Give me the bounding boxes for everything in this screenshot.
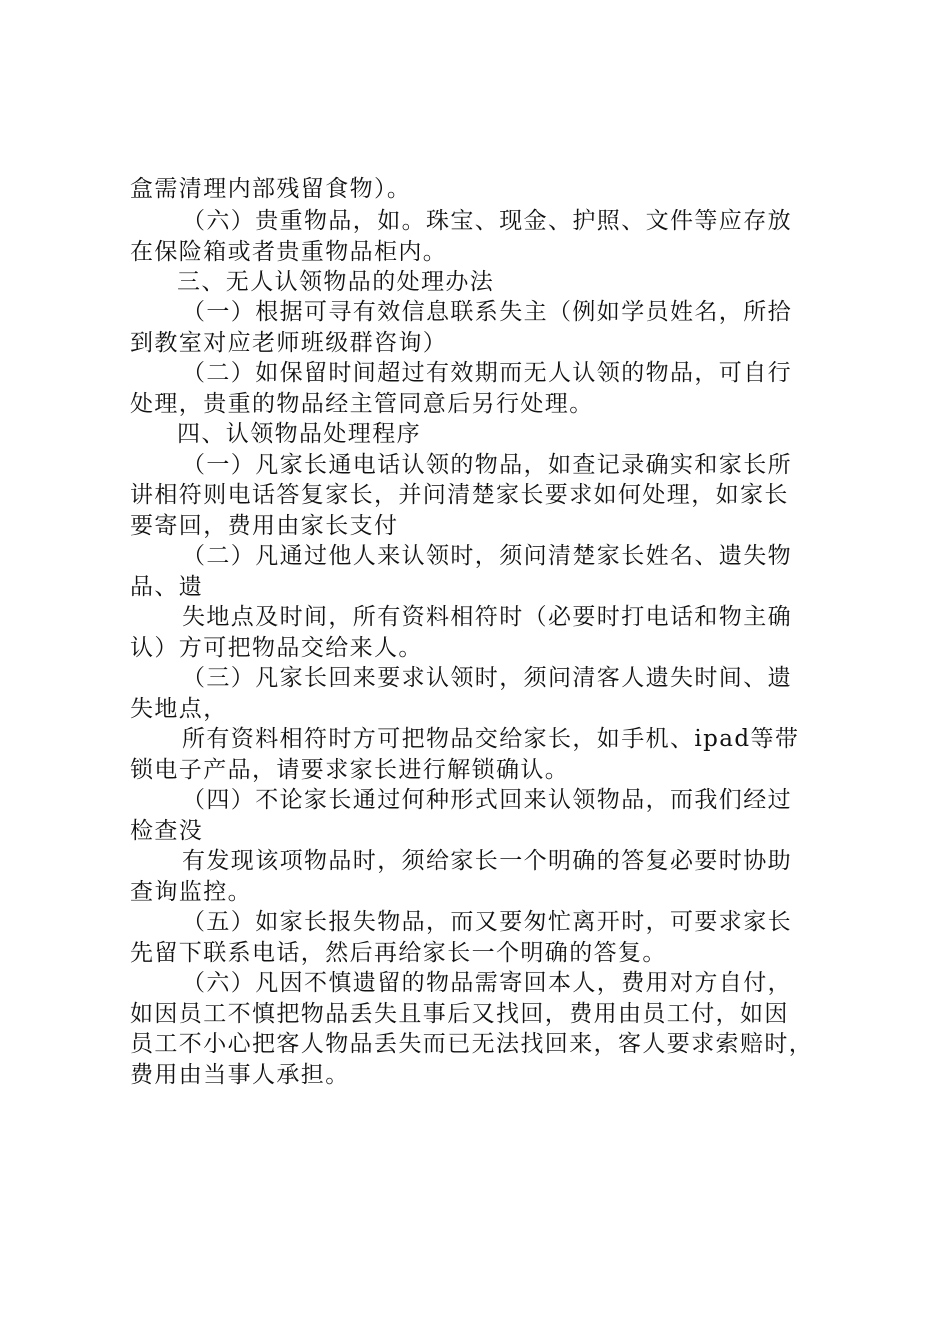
text-line: 费用由当事人承担。: [130, 1062, 350, 1088]
section-heading: 四、认领物品处理程序: [177, 421, 421, 447]
text-line: （六）凡因不慎遗留的物品需寄回本人，费用对方自付，: [182, 970, 792, 996]
text-line: 查询监控。: [130, 879, 252, 905]
text-line: （一）根据可寻有效信息联系失主（例如学员姓名，所拾: [182, 299, 792, 325]
text-line: 要寄回，费用由家长支付: [130, 513, 399, 539]
text-line: 失地点及时间，所有资料相符时（必要时打电话和物主确: [182, 604, 792, 630]
text-line: （四）不论家长通过何种形式回来认领物品，而我们经过: [182, 787, 792, 813]
text-line: 有发现该项物品时，须给家长一个明确的答复必要时协助: [182, 848, 792, 874]
text-line: （三）凡家长回来要求认领时，须问清客人遗失时间、遗: [182, 665, 792, 691]
section-heading: 三、无人认领物品的处理办法: [177, 269, 495, 295]
text-line: （六）贵重物品，如。珠宝、现金、护照、文件等应存放: [182, 208, 792, 234]
text-line: 处理，贵重的物品经主管同意后另行处理。: [130, 391, 594, 417]
text-line: 所有资料相符时方可把物品交给家长，如手机、ipad等带: [182, 726, 800, 752]
text-line: 讲相符则电话答复家长，并问清楚家长要求如何处理，如家长: [130, 482, 789, 508]
text-line: 到教室对应老师班级群咨询）: [130, 330, 448, 356]
text-line: （二）如保留时间超过有效期而无人认领的物品，可自行: [182, 360, 792, 386]
text-line: 在保险箱或者贵重物品柜内。: [130, 239, 448, 265]
text-line: 品、遗: [130, 574, 204, 600]
text-line: 如因员工不慎把物品丢失且事后又找回，费用由员工付，如因: [130, 1001, 789, 1027]
text-line: 锁电子产品，请要求家长进行解锁确认。: [130, 757, 570, 783]
text-line: （五）如家长报失物品，而又要匆忙离开时，可要求家长: [182, 909, 792, 935]
text-line: 失地点，: [130, 696, 228, 722]
text-line: 员工不小心把客人物品丢失而已无法找回来，客人要求索赔时，: [130, 1031, 814, 1057]
text-line: 先留下联系电话，然后再给家长一个明确的答复。: [130, 940, 667, 966]
text-line: 检查没: [130, 818, 204, 844]
text-line: （二）凡通过他人来认领时，须问清楚家长姓名、遗失物: [182, 543, 792, 569]
text-line: （一）凡家长通电话认领的物品，如查记录确实和家长所: [182, 452, 792, 478]
text-line: 盒需清理内部残留食物）。: [130, 176, 412, 202]
text-line: 认）方可把物品交给来人。: [130, 635, 423, 661]
